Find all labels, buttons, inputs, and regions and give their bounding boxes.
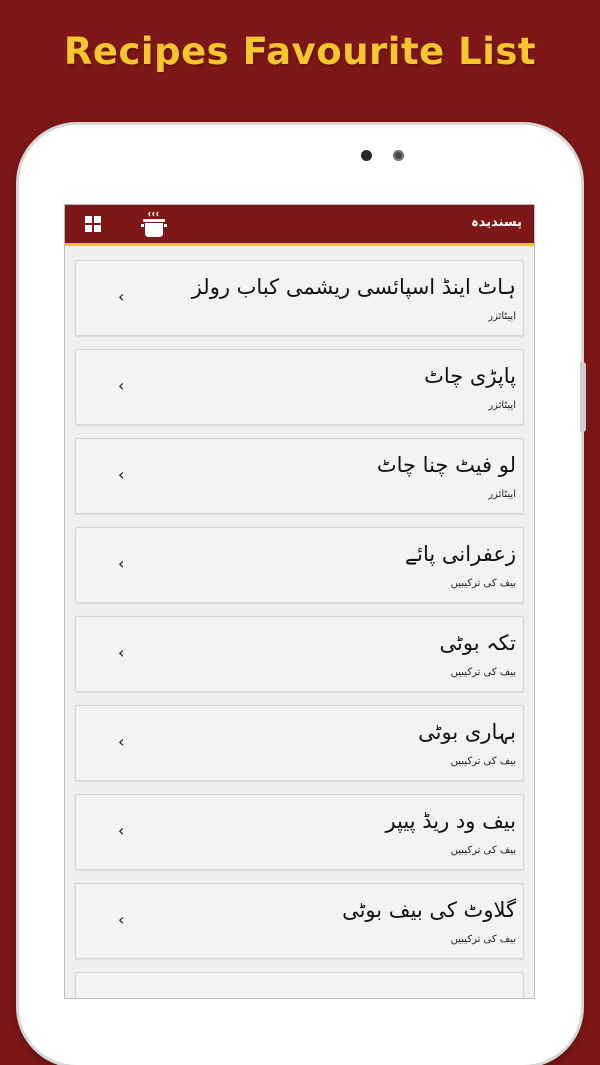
list-item[interactable] bbox=[75, 883, 524, 959]
promo-title: Recipes Favourite List bbox=[63, 30, 537, 73]
list-item[interactable] bbox=[75, 794, 524, 870]
recipe-category: اپیٹائزر bbox=[488, 311, 516, 322]
favourites-list bbox=[75, 260, 524, 998]
app-screen bbox=[65, 205, 534, 998]
page-title: پسندیدہ bbox=[471, 215, 522, 230]
front-camera bbox=[361, 150, 372, 161]
chevron-left-icon: ‹ bbox=[118, 376, 125, 395]
recipe-category: بیف کی ترکیبیں bbox=[450, 934, 516, 945]
list-item[interactable] bbox=[75, 527, 524, 603]
recipe-category: بیف کی ترکیبیں bbox=[450, 578, 516, 589]
list-item[interactable] bbox=[75, 349, 524, 425]
recipe-title: ہاٹ اینڈ اسپائسی ریشمی کباب رولز bbox=[191, 275, 516, 299]
chevron-left-icon: ‹ bbox=[118, 643, 125, 662]
recipe-title: گلاوٹ کی بیف بوٹی bbox=[342, 898, 516, 922]
chevron-left-icon: ‹ bbox=[118, 732, 125, 751]
recipe-category: بیف کی ترکیبیں bbox=[450, 756, 516, 767]
recipe-category: اپیٹائزر bbox=[488, 400, 516, 411]
chevron-left-icon: ‹ bbox=[118, 465, 125, 484]
list-item-partial[interactable] bbox=[75, 972, 524, 998]
list-item[interactable] bbox=[75, 438, 524, 514]
chevron-left-icon: ‹ bbox=[118, 821, 125, 840]
grid-icon[interactable] bbox=[85, 216, 101, 232]
list-item[interactable] bbox=[75, 705, 524, 781]
recipe-title: بہاری بوٹی bbox=[418, 720, 516, 744]
cooking-pot-icon[interactable] bbox=[141, 211, 167, 239]
camera-sensor bbox=[393, 150, 404, 161]
recipe-title: تکہ بوٹی bbox=[439, 631, 516, 655]
recipe-title: لو فیٹ چنا چاٹ bbox=[376, 453, 516, 477]
chevron-left-icon: ‹ bbox=[118, 287, 125, 306]
recipe-category: بیف کی ترکیبیں bbox=[450, 667, 516, 678]
recipe-title: بیف ود ریڈ پیپر bbox=[385, 809, 516, 833]
chevron-left-icon: ‹ bbox=[118, 910, 125, 929]
recipe-category: بیف کی ترکیبیں bbox=[450, 845, 516, 856]
recipe-category: اپیٹائزر bbox=[488, 489, 516, 500]
tablet-side-button bbox=[580, 362, 586, 432]
list-item[interactable] bbox=[75, 616, 524, 692]
recipe-title: پاپڑی چاٹ bbox=[424, 364, 516, 388]
list-item[interactable] bbox=[75, 260, 524, 336]
chevron-left-icon: ‹ bbox=[118, 554, 125, 573]
app-bar bbox=[65, 205, 534, 246]
recipe-title: زعفرانی پائے bbox=[404, 542, 516, 566]
